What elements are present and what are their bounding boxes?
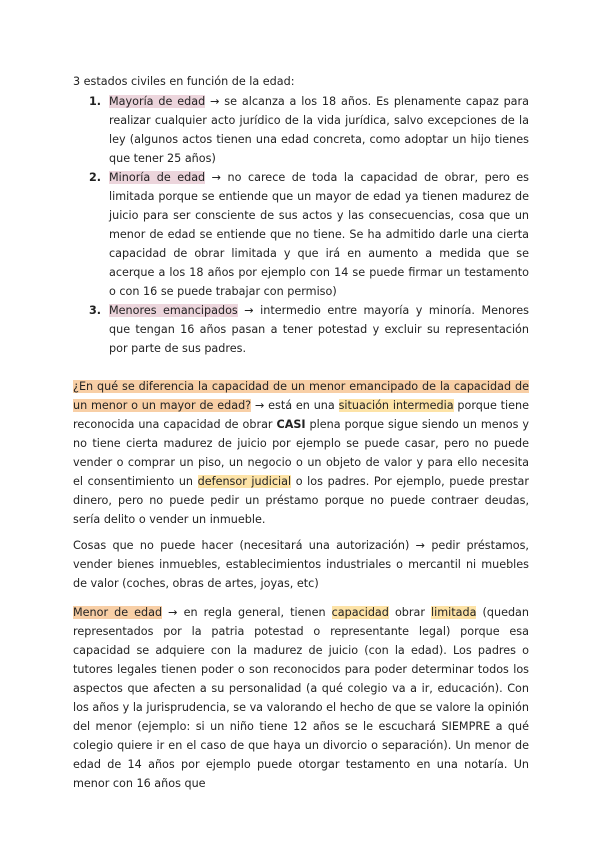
question-highlight: ¿En qué se diferencia la capacidad de un menor emancipado de la capacidad de un menor o un mayor de edad? xyxy=(73,380,529,412)
paragraph-cosas-que-no-puede: Cosas que no puede hacer (necesitará una autorización) → pedir préstamos, vender bienes inmuebles, establecimientos industriales o mercantil ni muebles de valor (coches, obras de artes, joyas, etc) xyxy=(73,539,529,590)
term-menores-emancipados: Menores emancipados xyxy=(109,304,238,317)
list-item-text: → no carece de toda la capacidad de obrar, pero es limitada porque se entiende que un mayor de edad ya tienen madurez de juicio para ser consciente de sus actos y las consecuencias, cosa que un menor de edad se entiende que no tiene. Se ha admitido darle una cierta capacidad de obrar limitada y que irá en aumento a medida que se acerque a los 18 años por ejemplo con 14 se puede firmar un testamento o con 16 se puede trabajar con permiso) xyxy=(109,171,529,298)
term-mayoria-de-edad: Mayoría de edad xyxy=(109,95,206,108)
list-number: 1. xyxy=(89,95,102,108)
paragraph-text: porque tiene reconocida una capacidad de obrar xyxy=(73,399,529,431)
highlight-defensor-judicial: defensor judicial xyxy=(197,475,292,488)
paragraph-text: o los padres. Por ejemplo, puede prestar dinero, pero no puede pedir un préstamo porque no puede contraer deudas, sería delito o vender un inmueble. xyxy=(73,475,529,526)
list-item-mayoria xyxy=(73,92,529,168)
highlight-limitada: limitada xyxy=(431,606,477,619)
list-item-minoria xyxy=(73,168,529,301)
list-item-text: → intermedio entre mayoría y minoría. Menores que tengan 16 años pasan a tener potestad y excluir su representación por parte de sus padres. xyxy=(109,304,529,355)
highlight-capacidad: capacidad xyxy=(331,606,389,619)
list-item-text: → se alcanza a los 18 años. Es plenamente capaz para realizar cualquier acto jurídico de la vida jurídica, salvo excepciones de la ley (algunos actos tienen una edad concreta, como adoptar un hijo tienes que tener 25 años) xyxy=(109,95,529,165)
bold-casi: CASI xyxy=(276,418,306,431)
term-menor-de-edad: Menor de edad xyxy=(73,606,163,619)
list-number: 2. xyxy=(89,171,102,184)
intro-line: 3 estados civiles en función de la edad: xyxy=(73,75,295,88)
list-item-emancipados xyxy=(73,301,529,358)
paragraph-text: obrar xyxy=(388,606,432,619)
highlight-situacion-intermedia: situación intermedia xyxy=(338,399,454,412)
paragraph-text: → en regla general, tienen xyxy=(162,606,332,619)
term-minoria-de-edad: Minoría de edad xyxy=(109,171,206,184)
paragraph-menor-de-edad xyxy=(73,603,529,793)
paragraph-text: → está en una xyxy=(251,399,339,412)
civil-states-list xyxy=(73,92,529,358)
list-number: 3. xyxy=(89,304,102,317)
paragraph-text: (quedan representados por la patria potestad o representante legal) porque esa capacidad se adquiere con la madurez de juicio (con la edad). Los padres o tutores legales tienen poder o son reconocidos para poder determinar todos los aspectos que afecten a su personalidad (a qué colegio va a ir, educación). Con los años y la jurisprudencia, se va valorando el hecho de que se valore la opinión del menor (ejemplo: si un niño tiene 12 años se le escuchará SIEMPRE a qué colegio quiere ir en el caso de que haya un divorcio o separación). Un menor de edad de 14 años por ejemplo puede otorgar testamento en una notaría. Un menor con 16 años que xyxy=(73,606,529,790)
paragraph-emancipado xyxy=(73,377,529,529)
paragraph-text: plena porque sigue siendo un menos y no tiene cierta madurez de juicio por ejemplo se puede casar, pero no puede vender o comprar un piso, un negocio o un objeto de valor y para ello necesita el consentimiento un xyxy=(73,418,529,488)
